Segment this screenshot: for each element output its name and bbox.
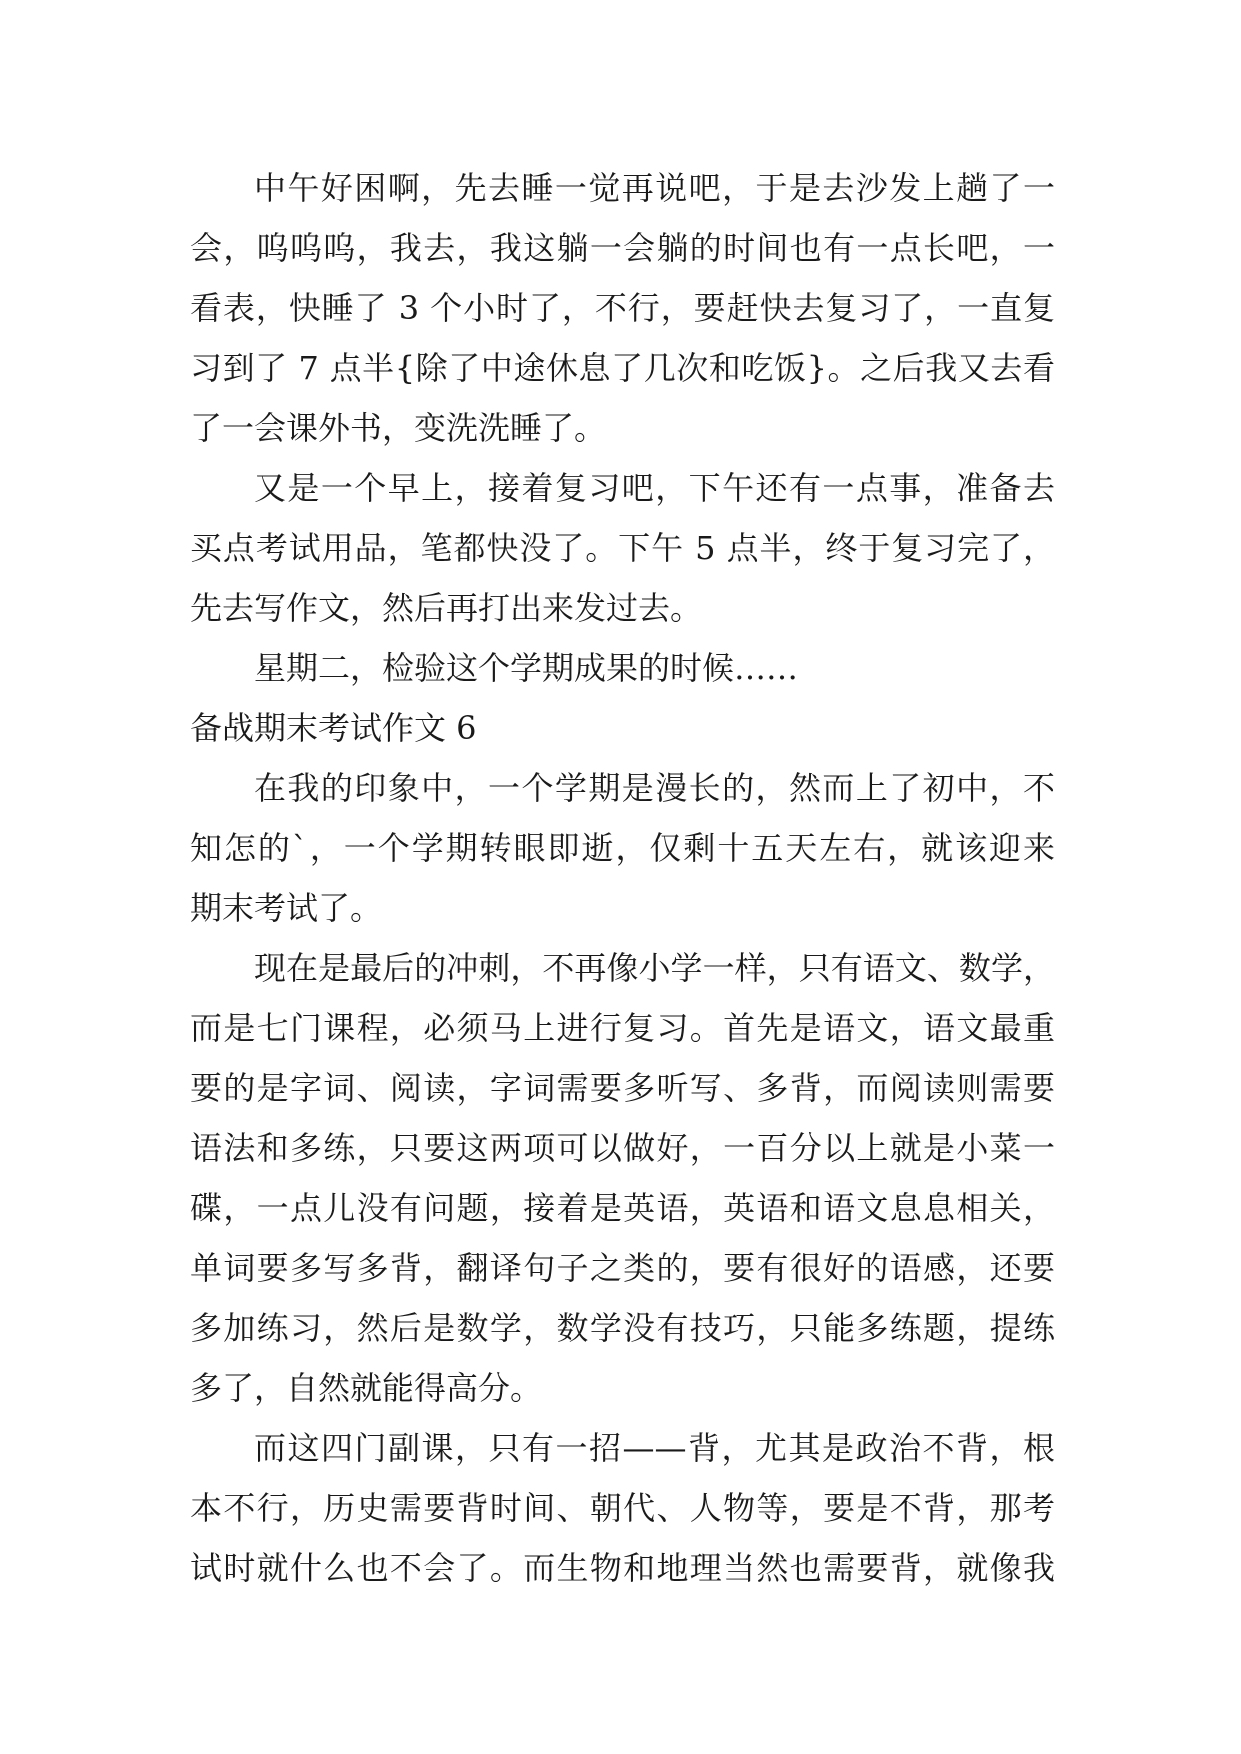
- text-line: 而这四门副课，只有一招——背，尤其是政治不背，根: [254, 1429, 1055, 1467]
- text-line: 又是一个早上，接着复习吧，下午还有一点事，准备去: [254, 469, 1055, 507]
- text-line: 现在是最后的冲刺，不再像小学一样，只有语文、数学，: [254, 949, 1055, 987]
- text-line: 多了，自然就能得高分。: [190, 1369, 543, 1407]
- section-heading: 备战期末考试作文 6: [190, 709, 477, 747]
- text-line: 习到了 7 点半{除了中途休息了几次和吃饭}。之后我又去看: [190, 349, 1055, 387]
- text-line: 看表，快睡了 3 个小时了，不行，要赶快去复习了，一直复: [190, 289, 1055, 327]
- text-line: 期末考试了。: [190, 889, 383, 927]
- text-line: 本不行，历史需要背时间、朝代、人物等，要是不背，那考: [190, 1489, 1055, 1527]
- text-line: 星期二，检验这个学期成果的时候……: [254, 649, 799, 687]
- text-line: 知怎的`，一个学期转眼即逝，仅剩十五天左右，就该迎来: [190, 829, 1055, 867]
- text-line: 会，呜呜呜，我去，我这躺一会躺的时间也有一点长吧，一: [190, 229, 1055, 267]
- text-line: 先去写作文，然后再打出来发过去。: [190, 589, 703, 627]
- text-line: 买点考试用品，笔都快没了。下午 5 点半，终于复习完了，: [190, 529, 1055, 567]
- text-line: 要的是字词、阅读，字词需要多听写、多背，而阅读则需要: [190, 1069, 1055, 1107]
- text-line: 试时就什么也不会了。而生物和地理当然也需要背，就像我: [190, 1549, 1055, 1587]
- text-line: 而是七门课程，必须马上进行复习。首先是语文，语文最重: [190, 1009, 1055, 1047]
- text-line: 中午好困啊，先去睡一觉再说吧，于是去沙发上趟了一: [254, 169, 1055, 207]
- text-line: 语法和多练，只要这两项可以做好，一百分以上就是小菜一: [190, 1129, 1055, 1167]
- text-line: 多加练习，然后是数学，数学没有技巧，只能多练题，提练: [190, 1309, 1055, 1347]
- document-body: [190, 158, 1055, 1598]
- text-line: 了一会课外书，变洗洗睡了。: [190, 409, 607, 447]
- text-line: 在我的印象中，一个学期是漫长的，然而上了初中，不: [254, 769, 1055, 807]
- text-line: 单词要多写多背，翻译句子之类的，要有很好的语感，还要: [190, 1249, 1055, 1287]
- text-line: 碟，一点儿没有问题，接着是英语，英语和语文息息相关，: [190, 1189, 1055, 1227]
